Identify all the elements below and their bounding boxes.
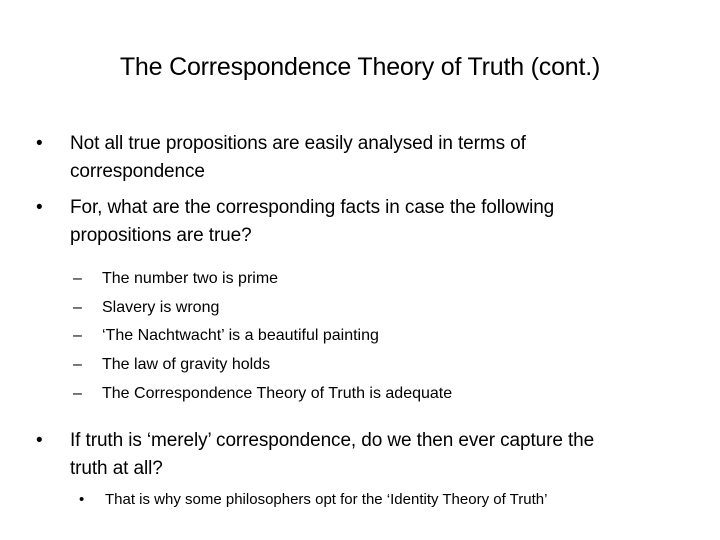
bullet-text [70,427,594,483]
bullet-line: If truth is ‘merely’ correspondence, do we then ever capture the [70,430,595,451]
bullet-marker: • [79,491,85,508]
sub-item-text: The number two is prime [102,270,279,287]
bullet-line: propositions are true? [70,225,252,246]
bullet-marker: • [36,197,43,218]
dash-marker: – [73,327,82,344]
dash-marker: – [73,385,82,402]
bullet-text [70,194,554,250]
sub-bullet-text: That is why some philosophers opt for the ‘Identity Theory of Truth’ [105,491,548,508]
bullet-marker: • [36,133,43,154]
slide-title: The Correspondence Theory of Truth (cont.) [119,53,601,81]
bullet-item-2 [36,194,696,254]
bullet-line: Not all true propositions are easily analysed in terms of [70,133,526,154]
dash-marker: – [73,270,82,287]
bullet-line: For, what are the corresponding facts in case the following [70,197,555,218]
sub-item-text: The law of gravity holds [102,356,271,373]
sub-item-text: The Correspondence Theory of Truth is adequate [102,385,453,402]
sub-item-text: ‘The Nachtwacht’ is a beautiful painting [102,327,379,344]
dash-marker: – [73,356,82,373]
bullet-item-1 [36,130,696,190]
bullet-marker: • [36,430,43,451]
sub-item-text: Slavery is wrong [102,299,220,316]
bullet-line: correspondence [70,161,205,182]
bullet-item-3 [36,427,712,487]
bullet-line: truth at all? [70,458,163,479]
bullet-text [70,130,526,186]
dash-marker: – [73,299,82,316]
